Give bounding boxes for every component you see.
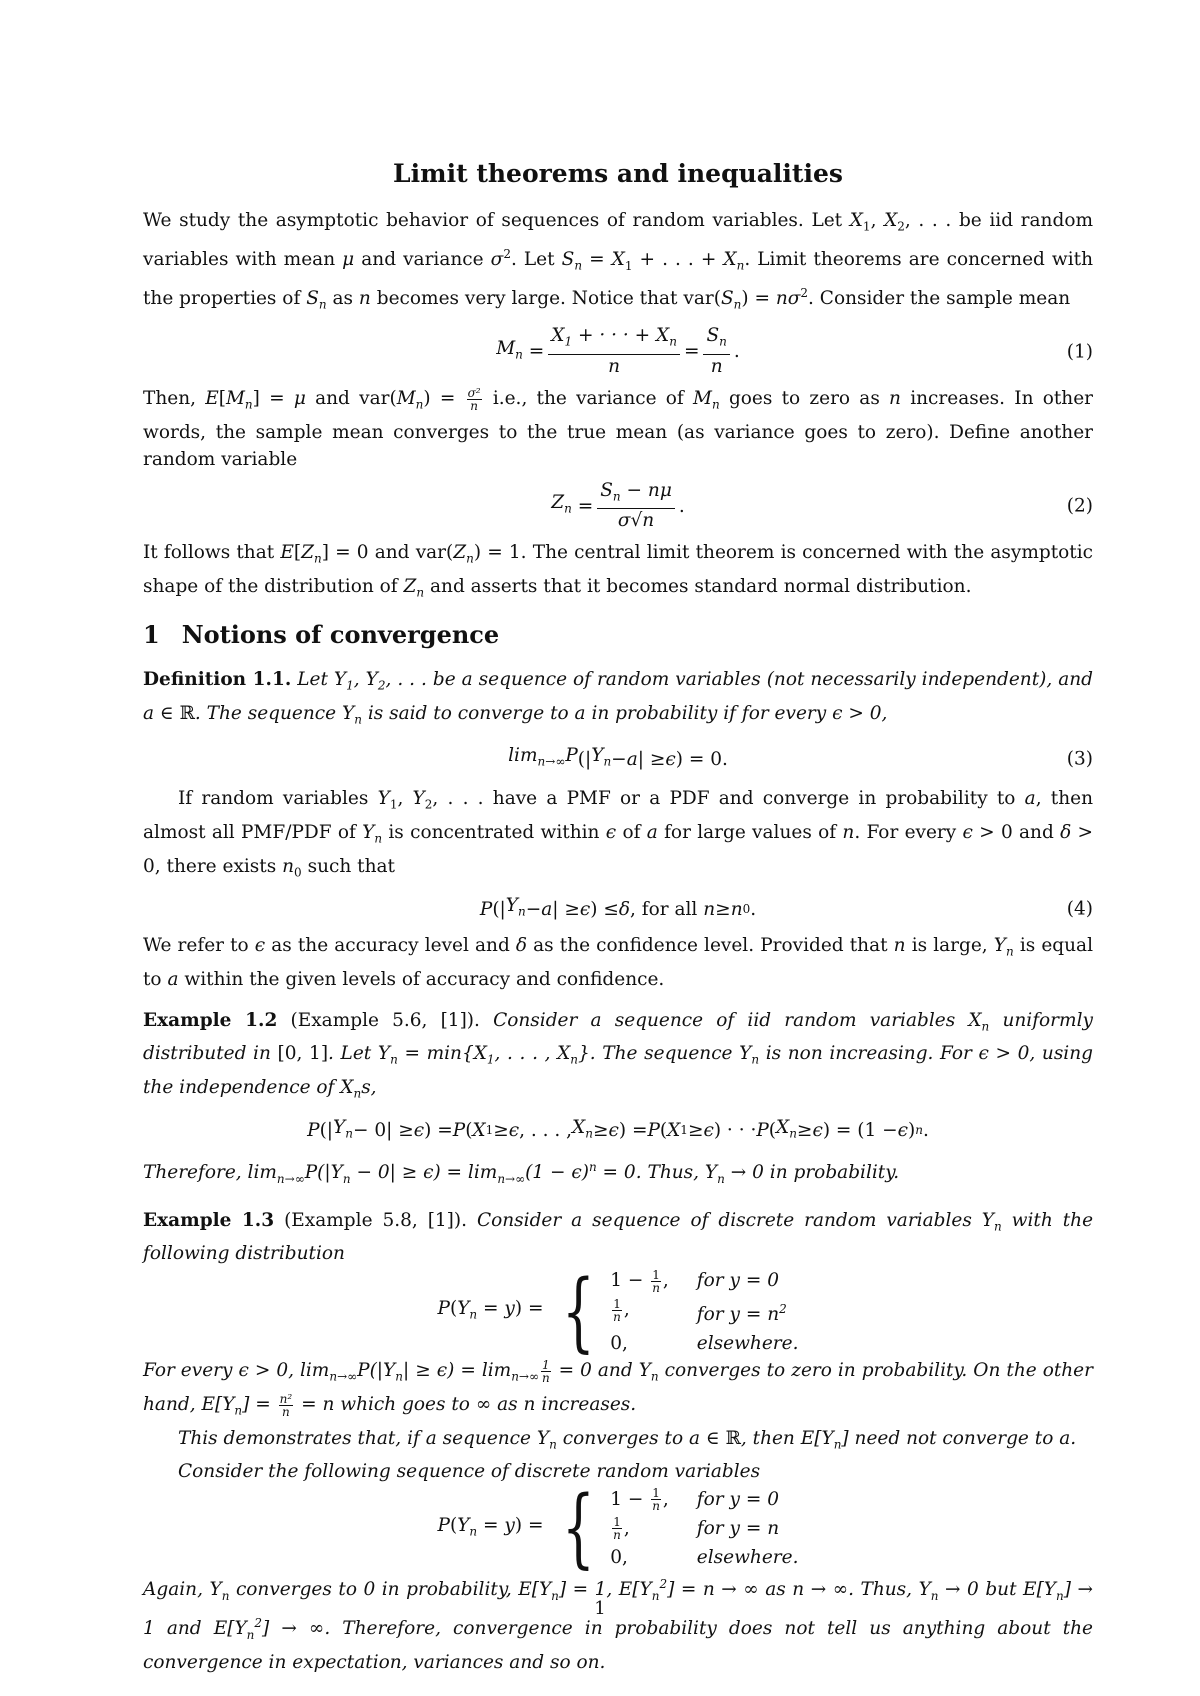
equation-number: (3): [1066, 748, 1093, 770]
example-1-3-again: Again, $Y_n$ converges to 0 in probability, $E[Y_n] = 1$, $E[Y_n^2] = n$ → ∞ as n → ∞. Thus, $Y_n \to 0$ but $E[Y_n] \to 1$ and $E[Y_n^2]$ → ∞. Therefore, convergence in probability does not tell us anything about the convergence in expectation, variances and so on.: [143, 1577, 1094, 1674]
equation-example-1-2: P (| $Y_n$ − 0| ≥ ϵ ) = P ( X 1 ≥ ϵ , . . . , $X_n$ ≥ ϵ ) = P ( X 1 ≥ ϵ ) · · · P ( $X_n$ ≥ ϵ ) = (1 − ϵ ) n .: [307, 1116, 929, 1142]
intro-paragraph-1: We study the asymptotic behavior of sequences of random variables. Let $X_1$, $X_2$, . . . be iid random variables with mean μ and variance $\sigma^2$. Let $S_n = X_1$ + . . . + $X_n$. Limit theorems are concerned with the properties of $S_n$ as n becomes very large. Notice that $var(S_n) = n\sigma^2$. Consider the sample mean: [143, 210, 1094, 312]
equation-number: (1): [1066, 341, 1093, 363]
page-number: 1: [594, 1598, 606, 1619]
intro-paragraph-3: It follows that $E[Z_n] = 0$ and $var(Z_n) = 1$. The central limit theorem is concerned with the asymptotic shape of the distribution of $Z_n$ and asserts that it becomes standard normal distribution.: [143, 542, 1093, 600]
equation-3: $\lim_{n\to\infty}P$ (| $Y_n$ − a | ≥ ϵ ) = 0. (3): [143, 739, 1093, 779]
pmf-paragraph: If random variables $Y_1$, $Y_2$, . . . have a PMF or a PDF and converge in probability to a, then almost all PMF/PDF of $Y_n$ is concentrated within ϵ of a for large values of n. For every ϵ > 0 and δ > 0, there exists $n_0$ such that: [143, 788, 1094, 880]
equation-1: $M_n$ = $\frac{X_1 + \cdot \cdot \cdot + X_n}{n}$ = $\frac{S_n}{n}$ . (1): [496, 325, 1093, 378]
equation-2: $Z_n$ = $\frac{S_n - n\mu}{\sigma√n}$ . (2): [551, 479, 1093, 532]
definition-1-1: Definition 1.1. Let $Y_1$, $Y_2$, . . . be a sequence of random variables (not necessarily independent), and a ∈ ℝ. The sequence $Y_n$ is said to converge to a in probability if for every ϵ > 0,: [143, 668, 1093, 727]
section-heading: 1 Notions of convergence: [143, 619, 500, 649]
example-1-2: Example 1.2 (Example 5.6, [1]). Consider a sequence of iid random variables $X_n$ uniformly distributed in [0, 1]. Let $Y_n = \min\{X_1$, . . . , $X_n$}. The sequence $Y_n$ is non increasing. For ϵ > 0, using the independence of $X_ns$,: [143, 1009, 1093, 1101]
equation-cases-1: $P(Y_n = y)$ = { 1 − $\frac{1}{n}$ , for y = 0 $\frac{1}{n}$ , for $y = n^2$ 0, elsewhere.: [437, 1262, 799, 1363]
example-1-3-discussion: For every ϵ > 0, $\lim_{n\to\infty}P(|Y_n| \ge \epsilon) = \lim_{n\to\infty}$ $\frac{1}{n}$ = 0 and $Y_n$ converges to zero in probability. On the other hand, $E[Y_n]$ = $\frac{\text{n²}}{n}$ = n which goes to ∞ as n increases.: [143, 1357, 1093, 1419]
equation-4: P (| $Y_n$ − a | ≥ ϵ ) ≤ δ , for all n ≥ n 0 . (4): [143, 892, 1093, 926]
equation-number: (2): [1066, 495, 1093, 517]
example-1-2-conclusion: Therefore, $\lim_{n\to\infty}P(|Y_n - 0| \ge \epsilon) = \lim_{n\to\infty}(1 - \epsilon)^n = 0$. Thus, $Y_n \to 0$ in probability.: [143, 1159, 900, 1186]
accuracy-paragraph: We refer to ϵ as the accuracy level and δ as the confidence level. Provided that n is large, $Y_n$ is equal to a within the given levels of accuracy and confidence.: [143, 934, 1094, 990]
equation-cases-2: $P(Y_n = y)$ = { 1 − $\frac{1}{n}$ , for y = 0 $\frac{1}{n}$ , for y = n 0, elsewhere.: [437, 1478, 799, 1579]
page-title: Limit theorems and inequalities: [393, 159, 843, 188]
example-1-3-demonstrates: This demonstrates that, if a sequence $Y_n$ converges to a ∈ ℝ, then $E[Y_n]$ need not converge to a.: [178, 1427, 1077, 1452]
equation-number: (4): [1066, 898, 1093, 920]
example-1-3-consider: Consider the following sequence of discrete random variables: [178, 1461, 761, 1483]
example-1-3: Example 1.3 (Example 5.8, [1]). Consider a sequence of discrete random variables $Y_n$ with the following distribution: [143, 1209, 1094, 1265]
page-body: [143, 150, 1093, 1676]
intro-paragraph-2: Then, $E[M_n] = \mu$ and $var(M_n)$ = $\frac{\text{σ²}}{n}$ i.e., the variance of $M_n$ goes to zero as n increases. In other words, the sample mean converges to the true mean (as variance goes to zero). Define another random variable: [143, 385, 1093, 470]
